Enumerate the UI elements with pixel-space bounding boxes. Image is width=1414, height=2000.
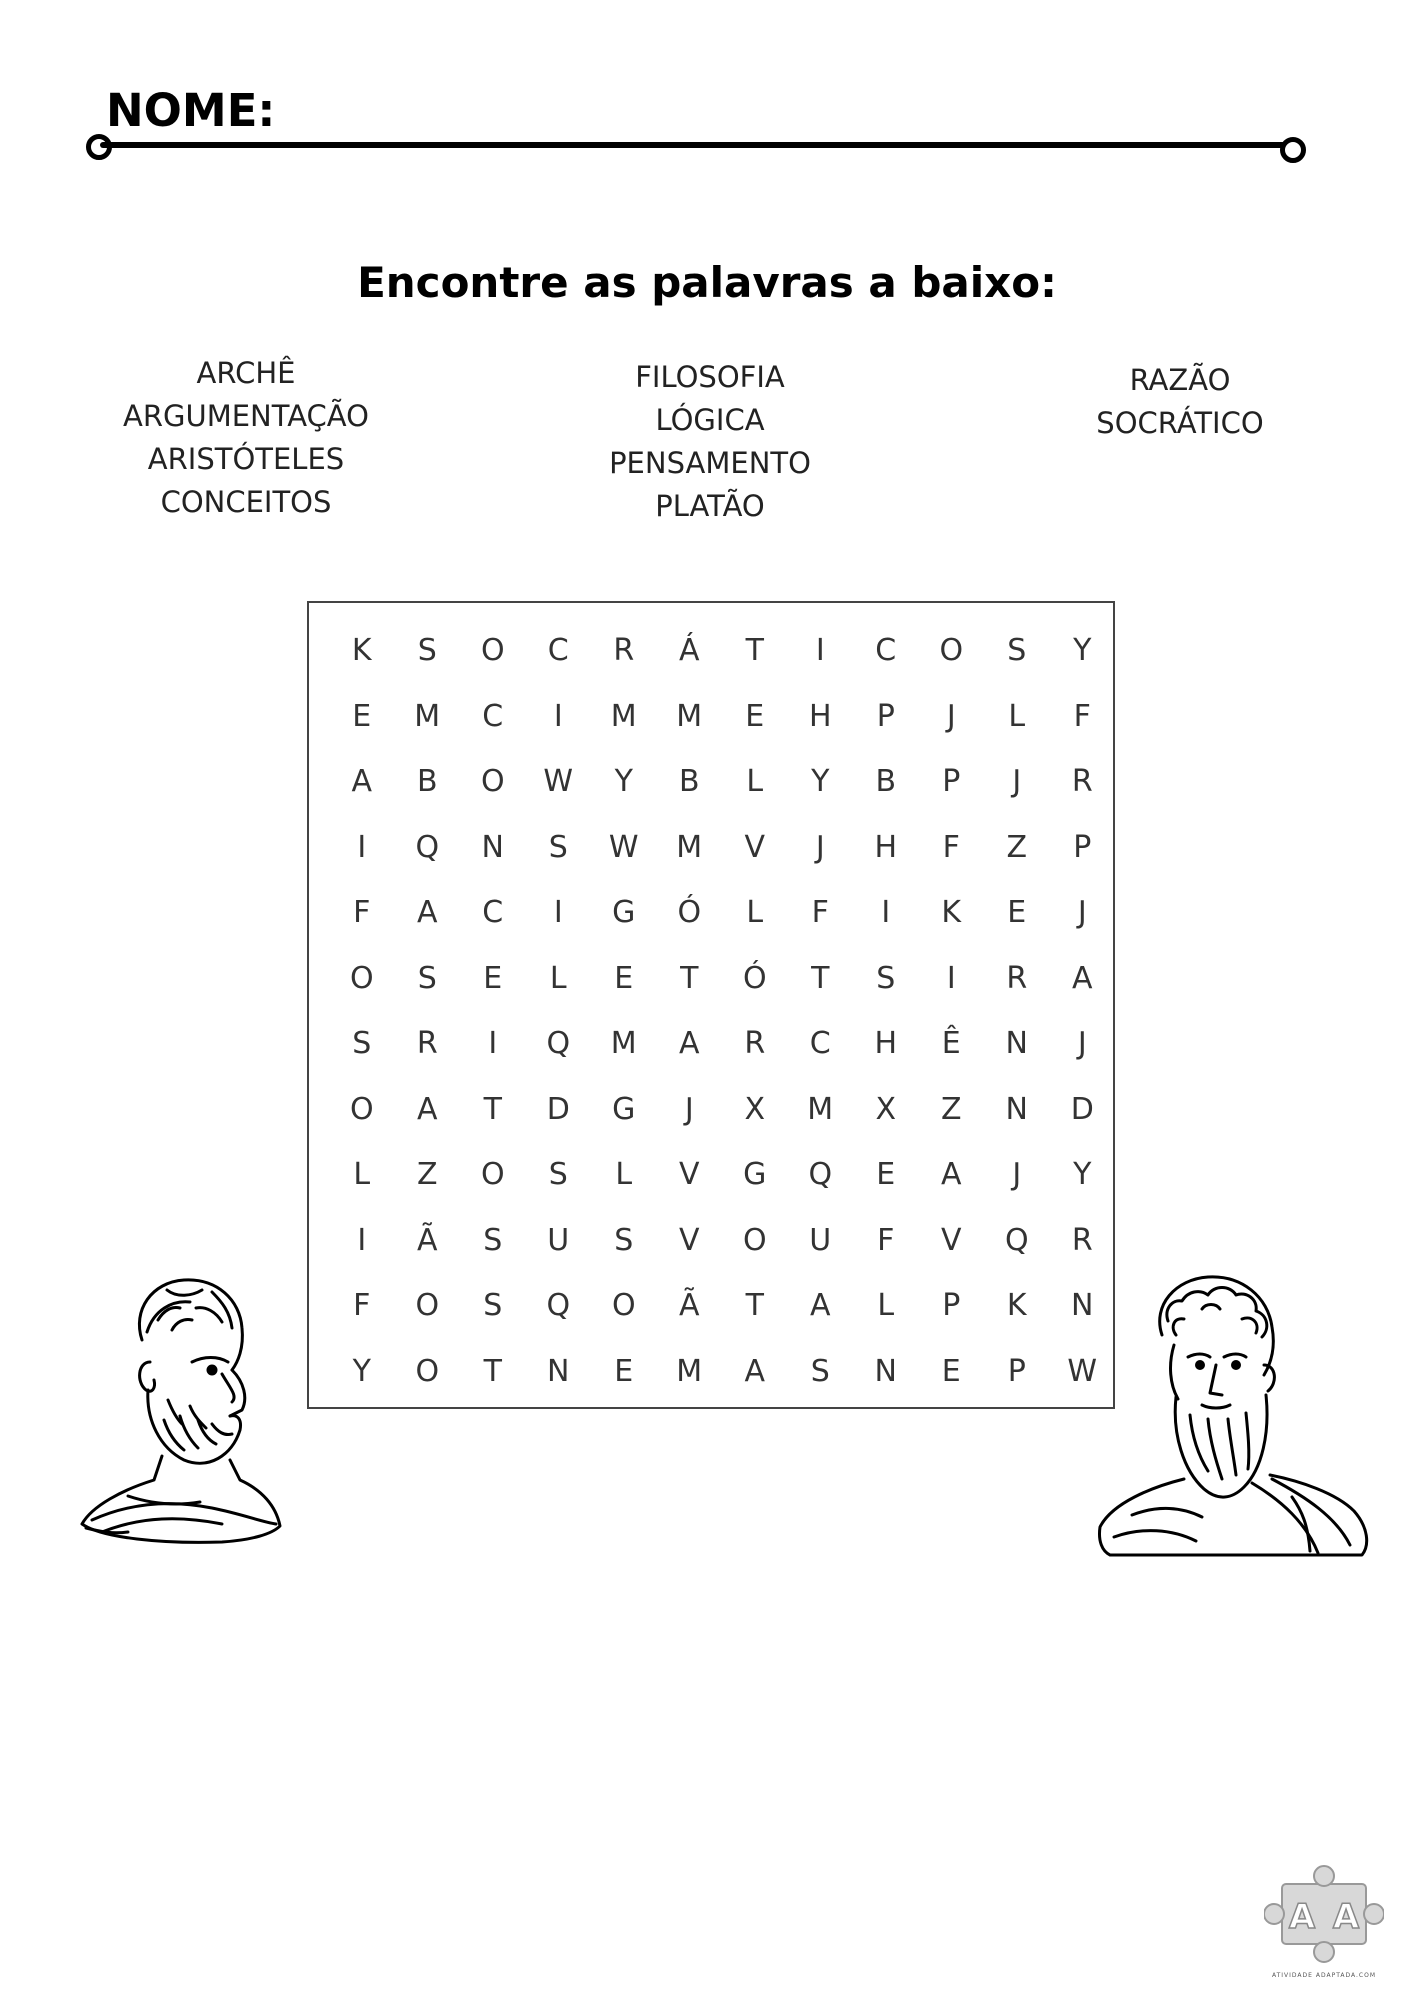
grid-cell[interactable]: S bbox=[417, 633, 437, 668]
grid-cell[interactable]: E bbox=[614, 960, 634, 996]
philosopher-bust-left-icon bbox=[72, 1270, 290, 1550]
instruction-heading: Encontre as palavras a baixo: bbox=[357, 258, 1057, 307]
grid-cell[interactable]: V bbox=[678, 1157, 700, 1192]
grid-cell[interactable]: O bbox=[480, 1157, 505, 1192]
word-search-grid[interactable] bbox=[329, 627, 1115, 1413]
grid-cell[interactable]: Y bbox=[352, 1353, 371, 1389]
grid-cell[interactable]: I bbox=[357, 829, 367, 865]
grid-cell[interactable]: N bbox=[1005, 1026, 1028, 1061]
grid-cell[interactable]: Z bbox=[416, 1157, 438, 1192]
grid-cell[interactable]: O bbox=[349, 960, 374, 996]
grid-cell[interactable]: E bbox=[483, 960, 503, 996]
grid-cell[interactable]: V bbox=[744, 829, 766, 865]
grid-cell[interactable]: A bbox=[809, 1288, 831, 1323]
grid-cell[interactable]: A bbox=[416, 1091, 438, 1127]
grid-cell[interactable]: L bbox=[877, 1288, 895, 1323]
grid-cell[interactable]: U bbox=[809, 1222, 832, 1258]
grid-cell[interactable]: C bbox=[547, 633, 569, 668]
grid-cell[interactable]: H bbox=[808, 698, 832, 734]
grid-cell[interactable]: R bbox=[744, 1026, 766, 1061]
grid-cell[interactable]: I bbox=[881, 895, 891, 930]
grid-cell[interactable]: H bbox=[874, 829, 898, 865]
grid-cell[interactable]: R bbox=[1006, 960, 1028, 996]
grid-cell[interactable]: J bbox=[946, 698, 956, 734]
grid-cell[interactable]: B bbox=[875, 764, 897, 799]
grid-cell[interactable]: I bbox=[488, 1026, 498, 1061]
grid-cell[interactable]: X bbox=[875, 1091, 897, 1127]
grid-cell[interactable]: J bbox=[1012, 1157, 1022, 1192]
grid-cell[interactable]: C bbox=[809, 1026, 831, 1061]
word-list-column-3 bbox=[1030, 359, 1330, 445]
grid-cell[interactable]: K bbox=[351, 633, 372, 668]
grid-cell[interactable]: M bbox=[676, 829, 703, 865]
grid-cell[interactable]: S bbox=[548, 829, 568, 865]
word-list-item: RAZÃO bbox=[1129, 363, 1231, 397]
grid-cell[interactable]: K bbox=[941, 895, 962, 930]
grid-cell[interactable]: M bbox=[676, 1353, 703, 1389]
grid-cell[interactable]: R bbox=[1071, 764, 1093, 799]
grid-cell[interactable]: Z bbox=[940, 1091, 962, 1127]
grid-cell[interactable]: Ã bbox=[416, 1222, 438, 1258]
grid-cell[interactable]: E bbox=[1007, 895, 1027, 930]
grid-cell[interactable]: O bbox=[349, 1091, 374, 1127]
grid-cell[interactable]: T bbox=[483, 1353, 502, 1389]
word-list-column-2 bbox=[560, 356, 860, 528]
grid-cell[interactable]: A bbox=[351, 764, 373, 799]
logo-letter-a-1: A bbox=[1288, 1897, 1316, 1937]
grid-cell[interactable]: H bbox=[874, 1026, 898, 1061]
grid-cell[interactable]: I bbox=[357, 1222, 367, 1258]
grid-cell[interactable]: S bbox=[548, 1157, 568, 1192]
grid-cell[interactable]: S bbox=[483, 1288, 503, 1323]
grid-cell[interactable]: M bbox=[414, 698, 441, 734]
grid-cell[interactable]: V bbox=[678, 1222, 700, 1258]
grid-cell[interactable]: S bbox=[483, 1222, 503, 1258]
grid-cell[interactable]: I bbox=[815, 633, 825, 668]
grid-cell[interactable]: Y bbox=[1073, 633, 1092, 668]
grid-cell[interactable]: I bbox=[553, 698, 563, 734]
grid-cell[interactable]: S bbox=[1007, 633, 1027, 668]
grid-cell[interactable]: T bbox=[745, 633, 764, 668]
grid-cell[interactable]: C bbox=[482, 895, 504, 930]
grid-cell[interactable]: T bbox=[483, 1091, 502, 1127]
grid-cell[interactable]: J bbox=[1077, 1026, 1087, 1061]
grid-cell[interactable]: R bbox=[613, 633, 635, 668]
grid-cell[interactable]: Y bbox=[1073, 1157, 1092, 1192]
logo-caption: ATIVIDADE ADAPTADA.COM bbox=[1271, 1972, 1377, 1979]
grid-cell[interactable]: N bbox=[1071, 1288, 1094, 1323]
grid-cell[interactable]: W bbox=[1067, 1353, 1098, 1389]
grid-cell[interactable]: F bbox=[942, 829, 960, 865]
grid-cell[interactable]: S bbox=[417, 960, 437, 996]
word-list-item: ARGUMENTAÇÃO bbox=[123, 399, 369, 433]
grid-cell[interactable]: A bbox=[744, 1353, 766, 1389]
grid-cell[interactable]: I bbox=[946, 960, 956, 996]
grid-cell[interactable]: T bbox=[745, 1288, 764, 1323]
grid-cell[interactable]: E bbox=[941, 1353, 961, 1389]
grid-cell[interactable]: Q bbox=[415, 829, 440, 865]
grid-cell[interactable]: P bbox=[942, 764, 961, 799]
grid-cell[interactable]: Á bbox=[678, 633, 700, 668]
grid-cell[interactable]: S bbox=[614, 1222, 634, 1258]
grid-cell[interactable]: O bbox=[742, 1222, 767, 1258]
grid-cell[interactable]: F bbox=[811, 895, 829, 930]
word-list-item: ARISTÓTELES bbox=[147, 442, 345, 476]
grid-cell[interactable]: N bbox=[1005, 1091, 1028, 1127]
grid-cell[interactable]: O bbox=[415, 1288, 440, 1323]
word-list-item: FILOSOFIA bbox=[635, 360, 785, 394]
grid-cell[interactable]: T bbox=[811, 960, 830, 996]
grid-cell[interactable]: M bbox=[610, 698, 637, 734]
grid-cell[interactable]: T bbox=[680, 960, 699, 996]
grid-cell[interactable]: B bbox=[678, 764, 700, 799]
grid-cell[interactable]: O bbox=[480, 764, 505, 799]
grid-cell[interactable]: O bbox=[611, 1288, 636, 1323]
grid-cell[interactable]: Y bbox=[811, 764, 830, 799]
grid-cell[interactable]: O bbox=[939, 633, 964, 668]
grid-cell[interactable]: E bbox=[745, 698, 765, 734]
grid-cell[interactable]: M bbox=[676, 698, 703, 734]
logo-letter-a-2: A bbox=[1332, 1897, 1360, 1937]
grid-cell[interactable]: P bbox=[1073, 829, 1092, 865]
grid-cell[interactable]: Q bbox=[546, 1026, 571, 1061]
grid-cell[interactable]: Ó bbox=[677, 895, 702, 930]
word-list-item: PLATÃO bbox=[655, 489, 765, 523]
grid-cell[interactable]: L bbox=[615, 1157, 633, 1192]
word-list-item: CONCEITOS bbox=[160, 485, 332, 519]
grid-cell[interactable]: L bbox=[746, 764, 764, 799]
grid-cell[interactable]: C bbox=[482, 698, 504, 734]
grid-cell[interactable]: F bbox=[1073, 698, 1091, 734]
grid-cell[interactable]: N bbox=[547, 1353, 570, 1389]
grid-cell[interactable]: S bbox=[876, 960, 896, 996]
grid-cell[interactable]: O bbox=[415, 1353, 440, 1389]
name-line[interactable] bbox=[100, 142, 1296, 148]
grid-cell[interactable]: Q bbox=[1004, 1222, 1029, 1258]
grid-cell[interactable]: A bbox=[678, 1026, 700, 1061]
grid-cell[interactable]: L bbox=[746, 895, 764, 930]
grid-cell[interactable]: X bbox=[744, 1091, 766, 1127]
word-list-item: LÓGICA bbox=[655, 403, 765, 437]
grid-cell[interactable]: G bbox=[743, 1157, 767, 1192]
grid-cell[interactable]: P bbox=[876, 698, 895, 734]
grid-cell[interactable]: S bbox=[352, 1026, 372, 1061]
word-list-column-1 bbox=[96, 352, 396, 524]
grid-cell[interactable]: V bbox=[940, 1222, 962, 1258]
grid-cell[interactable]: M bbox=[807, 1091, 834, 1127]
grid-cell[interactable]: Y bbox=[614, 764, 633, 799]
grid-cell[interactable]: N bbox=[481, 829, 504, 865]
grid-cell[interactable]: C bbox=[875, 633, 897, 668]
grid-cell[interactable]: J bbox=[815, 829, 825, 865]
grid-cell[interactable]: Ó bbox=[742, 960, 767, 996]
word-search-grid-box bbox=[307, 601, 1115, 1409]
grid-cell[interactable]: Z bbox=[1006, 829, 1028, 865]
grid-cell[interactable]: K bbox=[1006, 1288, 1027, 1323]
grid-cell[interactable]: F bbox=[877, 1222, 895, 1258]
grid-cell[interactable]: L bbox=[1008, 698, 1026, 734]
word-list-item: SOCRÁTICO bbox=[1096, 406, 1264, 440]
grid-cell[interactable]: F bbox=[353, 895, 371, 930]
grid-cell[interactable]: G bbox=[612, 895, 636, 930]
grid-cell[interactable]: D bbox=[1070, 1091, 1094, 1127]
grid-cell[interactable]: A bbox=[416, 895, 438, 930]
grid-cell[interactable]: M bbox=[610, 1026, 637, 1061]
grid-cell[interactable]: U bbox=[547, 1222, 570, 1258]
grid-cell[interactable]: L bbox=[549, 960, 567, 996]
puzzle-logo-icon bbox=[1264, 1862, 1384, 1966]
grid-cell[interactable]: W bbox=[543, 764, 574, 799]
grid-cell[interactable]: R bbox=[416, 1026, 438, 1061]
grid-cell[interactable]: D bbox=[546, 1091, 570, 1127]
grid-cell[interactable]: Ã bbox=[678, 1288, 700, 1323]
grid-cell[interactable]: W bbox=[608, 829, 639, 865]
grid-cell[interactable]: I bbox=[553, 895, 563, 930]
name-label: NOME: bbox=[106, 84, 276, 137]
grid-cell[interactable]: P bbox=[942, 1288, 961, 1323]
grid-cell[interactable]: F bbox=[353, 1288, 371, 1323]
grid-cell[interactable]: Q bbox=[808, 1157, 833, 1192]
grid-cell[interactable]: O bbox=[480, 633, 505, 668]
grid-cell[interactable]: S bbox=[810, 1353, 830, 1389]
grid-cell[interactable]: L bbox=[353, 1157, 371, 1192]
grid-cell[interactable]: R bbox=[1071, 1222, 1093, 1258]
grid-cell[interactable]: J bbox=[1077, 895, 1087, 930]
grid-cell[interactable]: A bbox=[1071, 960, 1093, 996]
grid-cell[interactable]: J bbox=[684, 1091, 694, 1127]
grid-cell[interactable]: G bbox=[612, 1091, 636, 1127]
grid-cell[interactable]: E bbox=[876, 1157, 896, 1192]
name-line-end-dot bbox=[1280, 137, 1306, 163]
grid-cell[interactable]: E bbox=[352, 698, 372, 734]
grid-cell[interactable]: N bbox=[874, 1353, 897, 1389]
grid-cell[interactable]: A bbox=[940, 1157, 962, 1192]
grid-cell[interactable]: J bbox=[1012, 764, 1022, 799]
grid-cell[interactable]: B bbox=[416, 764, 438, 799]
grid-cell[interactable]: P bbox=[1007, 1353, 1026, 1389]
word-list-item: PENSAMENTO bbox=[609, 446, 811, 480]
philosopher-bust-right-icon bbox=[1092, 1265, 1374, 1561]
word-list-item: ARCHÊ bbox=[196, 356, 296, 390]
grid-cell[interactable]: E bbox=[614, 1353, 634, 1389]
grid-cell[interactable]: Ê bbox=[941, 1026, 961, 1061]
grid-cell[interactable]: Q bbox=[546, 1288, 571, 1323]
